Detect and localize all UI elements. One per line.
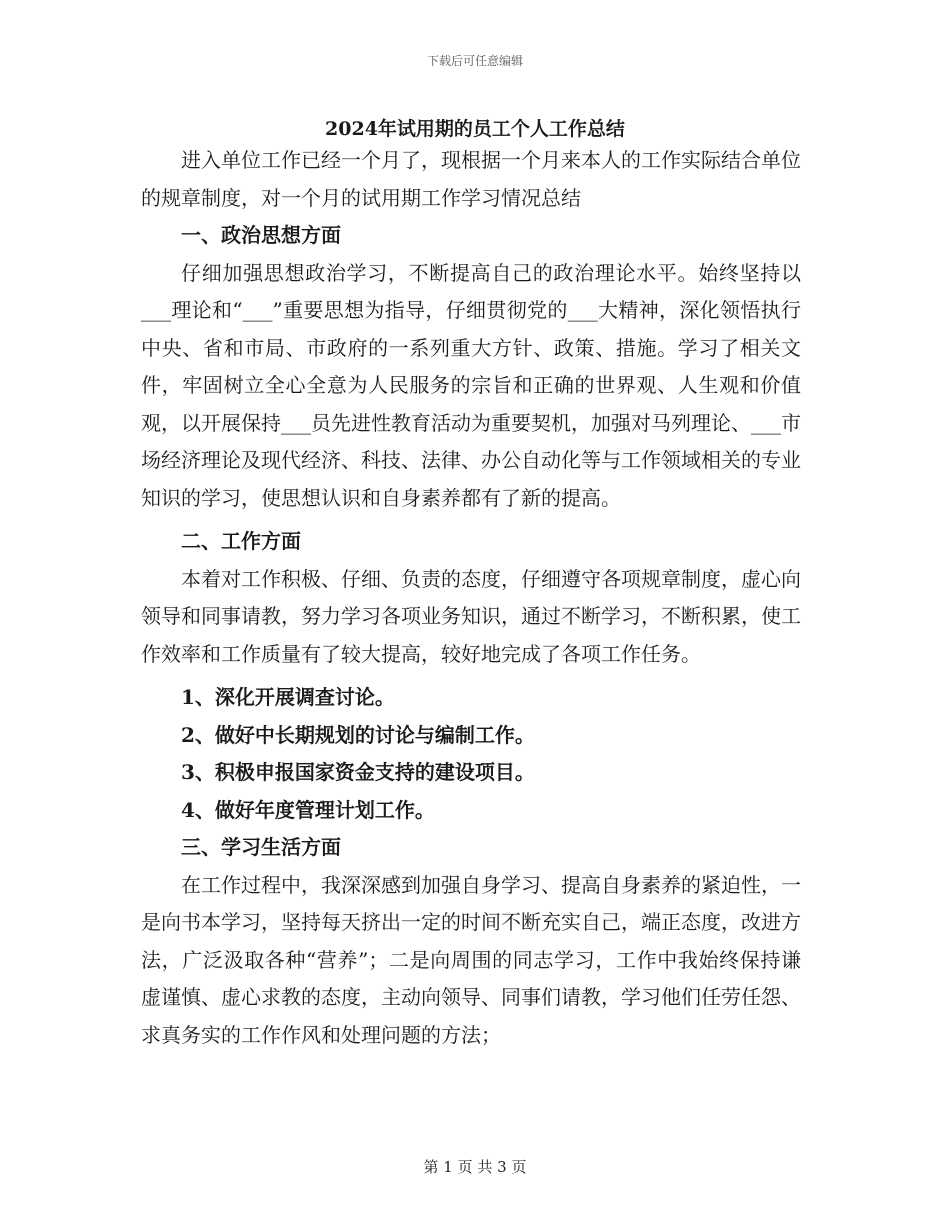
- list-item: 3、积极申报国家资金支持的建设项目。: [181, 760, 535, 784]
- header-note: 下载后可任意编辑: [426, 54, 523, 68]
- page-number: 第 1 页 共 3 页: [423, 1158, 527, 1176]
- section-heading-work: 二、工作方面: [181, 529, 301, 553]
- document-body: [141, 142, 801, 1054]
- section-body-political: 仔细加强思想政治学习，不断提高自己的政治理论水平。始终坚持以___理论和“___”重要思想为指导，仔细贯彻党的___大精神，深化领悟执行中央、省和市局、市政府的一系列重大方针、政策、措施。学习了相关文件，牢固树立全心全意为人民服务的宗旨和正确的世界观、人生观和价值观，以开展保持___员先进性教育活动为重要契机，加强对马列理论、___市场经济理论及现代经济、科技、法律、办公自动化等与工作领域相关的专业知识的学习，使思想认识和自身素养都有了新的提高。: [141, 260, 801, 510]
- section-body-work: 本着对工作积极、仔细、负责的态度，仔细遵守各项规章制度，虚心向领导和同事请教，努力学习各项业务知识，通过不断学习，不断积累，使工作效率和工作质量有了较大提高，较好地完成了各项工作任务。: [141, 566, 801, 666]
- section-heading-study: 三、学习生活方面: [181, 835, 341, 859]
- intro-paragraph: 进入单位工作已经一个月了，现根据一个月来本人的工作实际结合单位的规章制度，对一个月的试用期工作学习情况总结: [141, 148, 801, 210]
- list-item: 1、深化开展调查讨论。: [181, 685, 395, 709]
- section-heading-political: 一、政治思想方面: [181, 223, 341, 247]
- page-title: 2024年试用期的员工个人工作总结: [325, 118, 625, 140]
- section-body-study: 在工作过程中，我深深感到加强自身学习、提高自身素养的紧迫性，一是向书本学习，坚持每天挤出一定的时间不断充实自己，端正态度，改进方法，广泛汲取各种“营养”；二是向周围的同志学习，工作中我始终保持谦虚谨慎、虚心求教的态度，主动向领导、同事们请教，学习他们任劳任怨、求真务实的工作作风和处理问题的方法；: [141, 872, 801, 1047]
- list-item: 2、做好中长期规划的讨论与编制工作。: [181, 722, 535, 747]
- list-item: 4、做好年度管理计划工作。: [181, 797, 435, 822]
